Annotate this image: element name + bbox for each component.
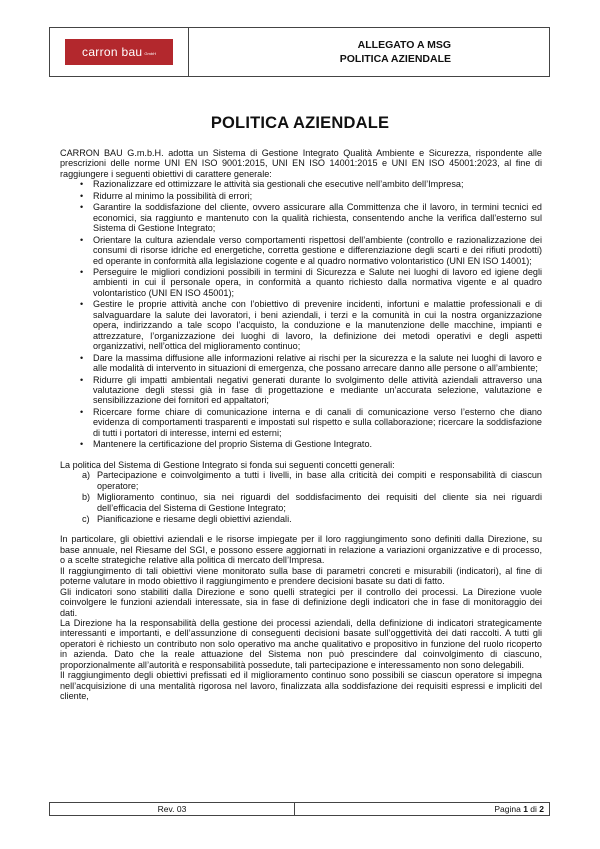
bullet-icon: • [80, 202, 84, 213]
list-item: • Ridurre al minimo la possibilità di errori; [80, 190, 253, 201]
paragraph-monitoring: Il raggiungimento di tali obiettivi viene monitorato sulla base di parametri concreti e misurabili (indicatori), al fine di poterne valutare in modo obiettivo il raggiungimento e prendere decisioni basate su dati di fatto. [60, 565, 542, 587]
list-item: • Mantenere la certificazione del proprio Sistema di Gestione Integrato. [80, 439, 373, 450]
paragraph-improvement: Il raggiungimento degli obiettivi prefissati ed il miglioramento continuo sono possibili se ciascun operatore si impegna nell’acquisizione di una mentalità rigorosa nel lavoro, finalizzata alla soddisfazione dei requisiti espressi e impliciti del cliente, [60, 670, 542, 702]
list-item: • Gestire le proprie attività anche con l’obiettivo di prevenire incidenti, infortuni e malattie professionali e di salvaguardare la salute dei lavoratori, i beni aziendali, i terzi e la comunità in cui la nostra organizzazione opera, indirizzando a tale scopo l’acquisto, la conduzione e la manutenzione delle macchine, impianti e attrezzature, l’organizzazione dei luoghi di lavoro, la definizione dei metodi operativi e degli aspetti organizzativi, nell’ottica del miglioramento continuo; [80, 299, 542, 352]
page-number: Pagina 1 di 2 [494, 804, 544, 814]
header-title-line1: ALLEGATO A MSG [357, 39, 451, 51]
bullet-icon: • [80, 266, 84, 277]
paragraph-responsibility: La Direzione ha la responsabilità della gestione dei processi aziendali, della definizione di indicatori strategicamente interessanti e importanti, e dell’assunzione di conseguenti decisioni basate sull’oggettività dei dati raccolti. A tutti gli operatori è richiesto un contributo non solo operativo ma anche qualitativo e propositivo in funzione del ruolo ricoperto in azienda. Dato che la reale attuazione del Sistema non può prescindere dal coinvolgimento di ciascuno, proporzionalmente all’autorità e responsabilità possedute, tali partecipazione e interessamento non sono delegabili. [60, 618, 542, 670]
list-item: • Perseguire le migliori condizioni possibili in termini di Sicurezza e Salute nei luoghi di lavoro ed igiene degli ambienti in cui il personale opera, in conformità a quanto richiesto dalla normativa vigente e al quadro volontaristico (UNI EN ISO 45001); [80, 266, 542, 298]
bullet-icon: • [80, 374, 84, 385]
document-body [60, 148, 542, 702]
paragraph-indicators: Gli indicatori sono stabiliti dalla Direzione e sono quelli strategici per il controllo dei processi. La Direzione vuole coinvolgere le funzioni aziendali interessate, sia in fase di definizione degli indicatori che in fase di monitoraggio dei dati. [60, 586, 542, 618]
document-header [49, 27, 550, 77]
logo-subtext: GmbH [144, 51, 156, 56]
concepts-list [60, 470, 542, 524]
bullet-icon: • [80, 439, 84, 450]
list-item: • Razionalizzare ed ottimizzare le attività sia gestionali che esecutive nell’ambito dell’Impresa; [80, 179, 464, 190]
logo-cell [50, 28, 189, 76]
logo-text: carron bau [82, 45, 143, 59]
bullet-icon: • [80, 190, 84, 201]
bullet-icon: • [80, 179, 84, 190]
paragraph-objectives: In particolare, gli obiettivi aziendali e le risorse impiegate per il loro raggiungimento sono definiti dalla Direzione, su base annuale, nel Riesame del SGI, e possono essere aggiornati in relazione a variazioni organizzative e di processo, o a scelte strategiche relative alla politica di mercato dell’Impresa. [60, 534, 542, 566]
list-item: • Orientare la cultura aziendale verso comportamenti rispettosi dell’ambiente (controllo e razionalizzazione dei consumi di risorse idriche ed energetiche, corretta gestione e differenziazione degli scarti e dei rifiuti prodotti) ed operante in conformità alla legislazione cogente e al quadro normativo volontaristico (UNI EN ISO 14001); [80, 234, 542, 266]
list-item: a) Partecipazione e coinvolgimento a tutti i livelli, in base alla criticità dei compiti e responsabilità di ciascun operatore; [82, 470, 542, 491]
list-item: c) Pianificazione e riesame degli obiettivi aziendali. [82, 513, 292, 524]
header-title [189, 28, 549, 76]
bullet-icon: • [80, 234, 84, 245]
document-footer [49, 802, 550, 816]
bullet-icon: • [80, 352, 84, 363]
list-item: • Garantire la soddisfazione del cliente, ovvero assicurare alla Committenza che il lavoro, in termini tecnici ed economici, sia raggiunto e mantenuto con la qualità richiesta, consentendo anche la verifica dall’esterno sul Sistema di Gestione Integrato; [80, 202, 542, 234]
concepts-intro: La politica del Sistema di Gestione Integrato si fonda sui seguenti concetti generali: [60, 459, 395, 470]
header-title-line2: POLITICA AZIENDALE [339, 53, 451, 65]
list-item: • Ridurre gli impatti ambientali negativi generati durante lo svolgimento delle attività aziendali attraverso una valutazione degli stessi già in fase di progettazione e mediante un’accurata selezione, valutazione e sensibilizzazione dei fornitori ed appaltatori; [80, 374, 542, 406]
objectives-list [60, 179, 542, 449]
bullet-icon: • [80, 406, 84, 417]
intro-paragraph: CARRON BAU G.m.b.H. adotta un Sistema di Gestione Integrato Qualità Ambiente e Sicurezza, rispondente alle prescrizioni delle norme UNI EN ISO 9001:2015, UNI EN ISO 14001:2015 e UNI EN ISO 45001:2023, al fine di raggiungere i seguenti obiettivi di carattere generale: [60, 148, 542, 179]
list-item: • Dare la massima diffusione alle informazioni relative ai rischi per la sicurezza e la salute nei luoghi di lavoro e alle modalità di intervento in situazioni di emergenza, che possano arrecare danno alle persone o all’ambiente; [80, 352, 542, 374]
company-logo [65, 39, 173, 65]
document-title: POLITICA AZIENDALE [210, 114, 390, 132]
bullet-icon: • [80, 299, 84, 310]
list-item: • Ricercare forme chiare di comunicazione interna e di canali di comunicazione verso l’esterno che diano evidenza di comportamenti trasparenti e impostati sul rispetto e sulla collaborazione; ricercare la soddisfazione di tutti i portatori di interesse, interni ed esterni; [80, 406, 542, 438]
list-item: b) Miglioramento continuo, sia nei riguardi del soddisfacimento dei requisiti del cliente sia nei riguardi dell’efficacia del Sistema di Gestione Integrato; [82, 492, 542, 513]
revision-label: Rev. 03 [50, 803, 295, 815]
